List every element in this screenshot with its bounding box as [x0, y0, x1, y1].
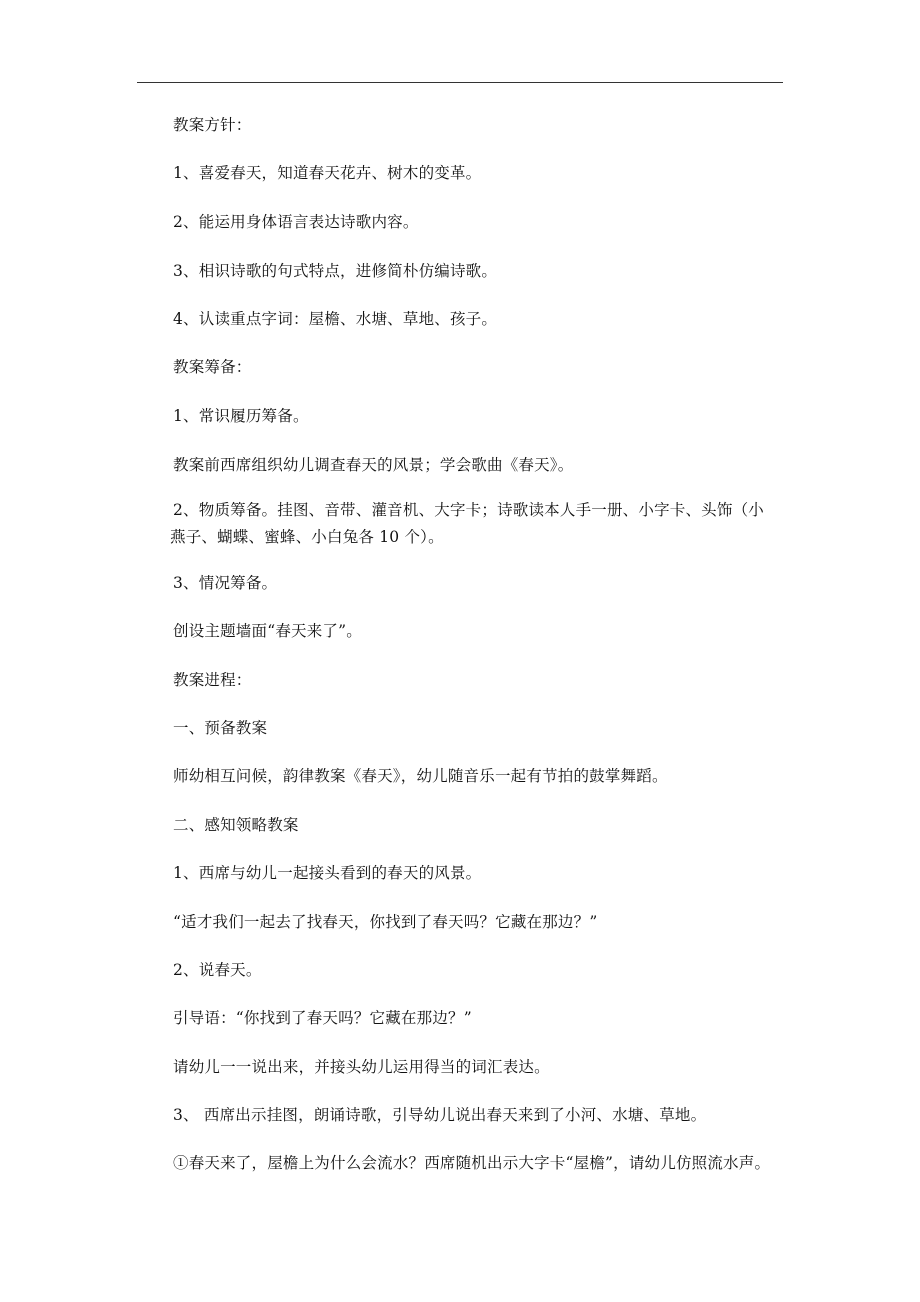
header-rule — [137, 82, 783, 83]
heading-preparation: 教案筹备： — [173, 358, 252, 376]
paragraph: 创设主题墙面“春天来了”。 — [173, 622, 362, 640]
objective-item: 2、能运用身体语言表达诗歌内容。 — [173, 213, 419, 231]
section-heading: 一、预备教案 — [173, 719, 268, 737]
paragraph: ①春天来了，屋檐上为什么会流水？西席随机出示大字卡“屋檐”，请幼儿仿照流水声。 — [173, 1154, 771, 1172]
heading-process: 教案进程： — [173, 671, 252, 689]
objective-item: 4、认读重点字词：屋檐、水塘、草地、孩子。 — [173, 310, 498, 328]
preparation-item: 3、情况筹备。 — [173, 574, 278, 592]
paragraph: 教案前西席组织幼儿调查春天的风景；学会歌曲《春天》。 — [173, 456, 574, 474]
objective-item: 3、相识诗歌的句式特点，进修简朴仿编诗歌。 — [173, 262, 498, 280]
paragraph-line: 2、物质筹备。挂图、音带、灌音机、大字卡；诗歌读本人手一册、小字卡、头饰（小 — [173, 501, 764, 519]
section-heading: 二、感知领略教案 — [173, 816, 299, 834]
preparation-item: 1、常识履历筹备。 — [173, 407, 309, 425]
heading-objectives: 教案方针： — [173, 116, 252, 134]
paragraph: 引导语：“你找到了春天吗？它藏在那边？” — [173, 1009, 472, 1027]
step-item: 1、西席与幼儿一起接头看到的春天的风景。 — [173, 864, 482, 882]
step-item: 2、说春天。 — [173, 961, 262, 979]
paragraph: 请幼儿一一说出来，并接头幼儿运用得当的词汇表达。 — [173, 1058, 550, 1076]
paragraph-line: 燕子、蝴蝶、蜜蜂、小白兔各 10 个）。 — [170, 528, 444, 546]
step-item: 3、 西席出示挂图，朗诵诗歌，引导幼儿说出春天来到了小河、水塘、草地。 — [173, 1106, 707, 1124]
paragraph: 师幼相互问候，韵律教案《春天》，幼儿随音乐一起有节拍的鼓掌舞蹈。 — [173, 767, 668, 785]
preparation-item-wrapped — [170, 497, 785, 551]
objective-item: 1、喜爱春天，知道春天花卉、树木的变革。 — [173, 164, 482, 182]
quote-paragraph: “适才我们一起去了找春天，你找到了春天吗？它藏在那边？” — [173, 913, 598, 931]
